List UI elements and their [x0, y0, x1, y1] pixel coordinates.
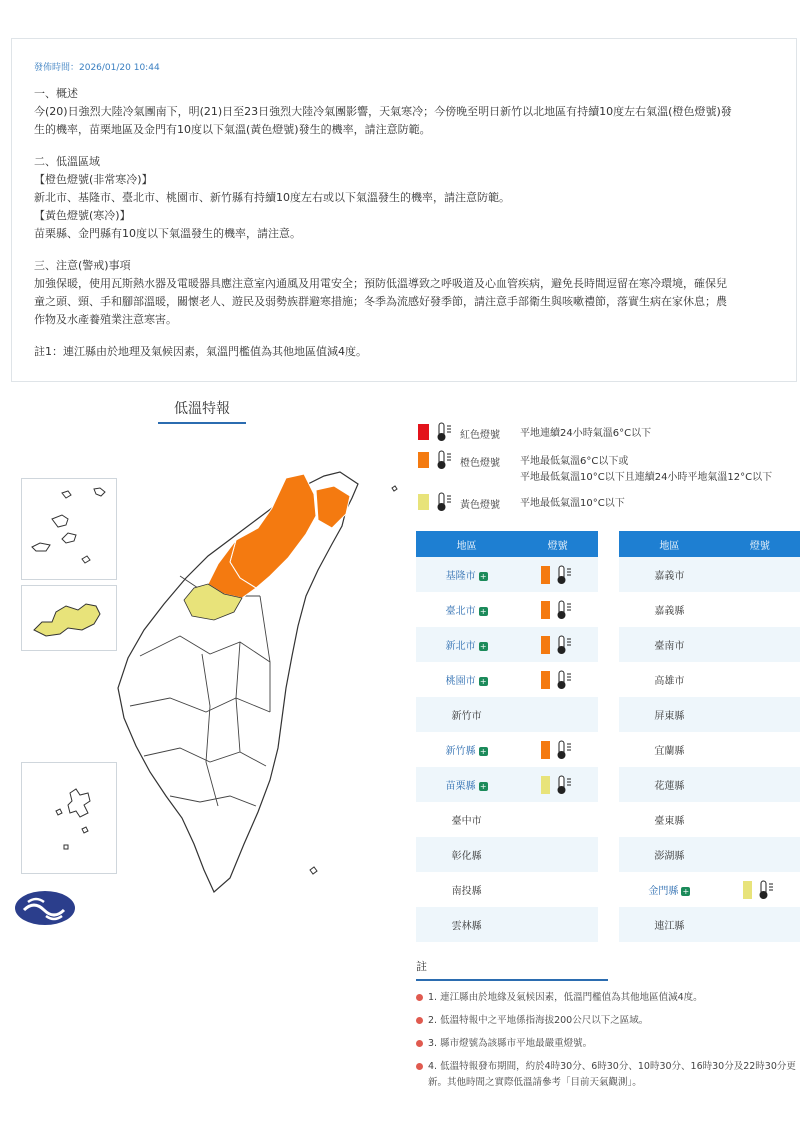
region-name[interactable]: 新北市 — [445, 641, 476, 652]
header-signal: 燈號 — [720, 531, 800, 557]
header-area: 地區 — [416, 531, 517, 557]
table-row — [416, 627, 598, 662]
region-name: 連江縣 — [654, 921, 685, 932]
notes-title: 註 — [416, 960, 427, 973]
orange-signal-heading: 【橙色燈號(非常寒冷)】 — [34, 173, 153, 186]
signal-cell — [720, 557, 800, 592]
map-title: 低溫特報 — [158, 398, 246, 424]
bullet-icon — [416, 994, 423, 1001]
table-row — [416, 697, 598, 732]
table-row — [619, 697, 800, 732]
signal-cell — [517, 907, 598, 942]
region-cell — [619, 557, 720, 592]
signal-cell — [720, 907, 800, 942]
signal-cell — [517, 697, 598, 732]
legend-red-name: 紅色燈號 — [460, 430, 500, 441]
thermometer-icon — [556, 635, 574, 655]
issue-time: 發佈時間：2026/01/20 10:44 — [34, 63, 160, 73]
orange-signal-swatch — [541, 741, 550, 759]
table-row — [619, 837, 800, 872]
region-name: 嘉義市 — [654, 571, 685, 582]
warning-notice-panel — [11, 38, 797, 382]
region-name: 雲林縣 — [451, 921, 482, 932]
signal-cell — [517, 837, 598, 872]
signal-cell — [517, 662, 598, 697]
yellow-signal-heading: 【黃色燈號(寒冷)】 — [34, 209, 131, 222]
table-row — [416, 837, 598, 872]
region-name[interactable]: 金門縣 — [648, 886, 679, 897]
inset-kinmen — [21, 585, 117, 651]
signal-cell — [720, 662, 800, 697]
signal-cell — [517, 732, 598, 767]
table-row — [416, 557, 598, 592]
region-cell — [619, 802, 720, 837]
note-text: 3. 縣市燈號為該縣市平地最嚴重燈號。 — [428, 1038, 593, 1049]
region-cell[interactable] — [416, 767, 517, 802]
yellow-signal-swatch — [743, 881, 752, 899]
thermometer-icon — [556, 740, 574, 760]
signal-cell — [517, 767, 598, 802]
section3-line3: 作物及水產養殖業注意寒害。 — [34, 313, 177, 326]
section1-line2: 生的機率，苗栗地區及金門有10度以下氣溫(黃色燈號)發生的機率，請注意防範。 — [34, 123, 431, 136]
orange-signal-text: 新北市、基隆市、臺北市、桃園市、新竹縣有持續10度左右或以下氣溫發生的機率，請注意防範。 — [34, 191, 510, 204]
notes-underline — [416, 979, 608, 981]
orange-signal-swatch — [541, 671, 550, 689]
region-cell[interactable] — [416, 732, 517, 767]
expand-plus-icon[interactable]: + — [479, 606, 487, 616]
section1-line1: 今(20)日強烈大陸冷氣團南下，明(21)日至23日強烈大陸冷氣團影響，天氣寒冷；今傍晚至明日新竹以北地區有持續10度左右氣溫(橙色燈號)發 — [34, 105, 732, 118]
thermometer-icon — [556, 565, 574, 585]
legend-orange-desc1: 平地最低氣溫6°C以下或 — [520, 456, 629, 467]
signal-cell — [517, 592, 598, 627]
thermometer-icon — [556, 775, 574, 795]
signal-cell — [517, 802, 598, 837]
table-row — [619, 802, 800, 837]
region-cell — [619, 767, 720, 802]
expand-plus-icon[interactable]: + — [479, 641, 487, 651]
legend-red-desc: 平地連續24小時氣溫6°C以下 — [520, 428, 652, 439]
region-name: 高雄市 — [654, 676, 685, 687]
thermometer-icon — [556, 600, 574, 620]
thermometer-icon — [758, 880, 776, 900]
region-cell[interactable] — [619, 872, 720, 907]
taiwan-map — [110, 466, 400, 896]
section1-title: 一、概述 — [34, 87, 78, 100]
table-row — [619, 907, 800, 942]
table-row — [619, 592, 800, 627]
section3-line1: 加強保暖，使用瓦斯熱水器及電暖器具應注意室內通風及用電安全；預防低溫導致之呼吸道及心血管疾病，避免長時間逗留在寒冷環境，確保兒 — [34, 277, 727, 290]
region-name: 彰化縣 — [451, 851, 482, 862]
expand-plus-icon[interactable]: + — [479, 571, 487, 581]
region-name: 新竹市 — [451, 711, 482, 722]
note-item — [416, 990, 800, 1006]
signal-cell — [720, 837, 800, 872]
legend-yellow-name: 黃色燈號 — [460, 500, 500, 511]
table-row — [619, 767, 800, 802]
region-cell — [619, 732, 720, 767]
note-text: 4. 低溫特報發布期間，約於4時30分、6時30分、10時30分、16時30分及22時30分更新。其他時間之實際低溫請參考「目前天氣觀測」。 — [428, 1061, 796, 1088]
region-table-left — [416, 531, 598, 942]
region-cell — [619, 697, 720, 732]
yellow-signal-text: 苗栗縣、金門縣有10度以下氣溫發生的機率，請注意。 — [34, 227, 301, 240]
region-cell[interactable] — [416, 557, 517, 592]
expand-plus-icon[interactable]: + — [479, 746, 487, 756]
header-area: 地區 — [619, 531, 720, 557]
region-name[interactable]: 苗栗縣 — [445, 781, 476, 792]
thermometer-icon — [436, 422, 454, 442]
signal-cell — [720, 697, 800, 732]
red-swatch — [418, 424, 429, 440]
yellow-signal-swatch — [541, 776, 550, 794]
table-row — [416, 662, 598, 697]
region-cell — [619, 662, 720, 697]
signal-cell — [720, 592, 800, 627]
table-row — [619, 627, 800, 662]
thermometer-icon — [556, 670, 574, 690]
expand-plus-icon[interactable]: + — [682, 886, 690, 896]
region-name: 臺東縣 — [654, 816, 685, 827]
orange-signal-swatch — [541, 566, 550, 584]
region-name[interactable]: 新竹縣 — [445, 746, 476, 757]
note-item — [416, 1059, 800, 1091]
region-cell — [619, 627, 720, 662]
legend-yellow-desc: 平地最低氣溫10°C以下 — [520, 498, 625, 509]
note-item — [416, 1013, 800, 1029]
inset-penghu — [21, 762, 117, 874]
region-cell — [619, 837, 720, 872]
legend-orange-name: 橙色燈號 — [460, 458, 500, 469]
orange-signal-swatch — [541, 636, 550, 654]
region-cell[interactable] — [416, 592, 517, 627]
section3-line2: 童之頭、頸、手和腳部溫暖，關懷老人、遊民及弱勢族群避寒措施；冬季為流感好發季節，請注意手部衛生與咳嗽禮節，落實生病在家休息；農 — [34, 295, 727, 308]
footnote: 註1：連江縣由於地理及氣候因素，氣溫門檻值為其他地區值減4度。 — [34, 345, 367, 358]
thermometer-icon — [436, 450, 454, 470]
legend-orange-desc — [520, 454, 772, 486]
signal-cell — [517, 627, 598, 662]
header-signal: 燈號 — [517, 531, 598, 557]
region-table-right — [619, 531, 800, 942]
cwa-logo-icon — [14, 890, 76, 926]
section3-title: 三、注意(警戒)事項 — [34, 259, 131, 272]
signal-cell — [517, 557, 598, 592]
signal-cell — [720, 802, 800, 837]
region-cell[interactable] — [416, 662, 517, 697]
table-row — [619, 557, 800, 592]
region-cell — [619, 907, 720, 942]
region-name: 臺中市 — [451, 816, 482, 827]
bullet-icon — [416, 1040, 423, 1047]
region-name: 屏東縣 — [654, 711, 685, 722]
orange-signal-swatch — [541, 601, 550, 619]
region-name: 南投縣 — [451, 886, 482, 897]
table-row — [416, 767, 598, 802]
bullet-icon — [416, 1063, 423, 1070]
signal-cell — [517, 872, 598, 907]
table-row — [619, 872, 800, 907]
region-name: 臺南市 — [654, 641, 685, 652]
orange-swatch — [418, 452, 429, 468]
table-row — [416, 907, 598, 942]
expand-plus-icon[interactable]: + — [479, 781, 487, 791]
region-cell — [619, 592, 720, 627]
table-row — [619, 732, 800, 767]
region-cell — [416, 802, 517, 837]
signal-cell — [720, 872, 800, 907]
note-text: 2. 低溫特報中之平地係指海拔200公尺以下之區域。 — [428, 1015, 649, 1026]
yellow-swatch — [418, 494, 429, 510]
region-name[interactable]: 桃園市 — [445, 676, 476, 687]
table-row — [619, 662, 800, 697]
region-name: 花蓮縣 — [654, 781, 685, 792]
region-name[interactable]: 基隆市 — [445, 571, 476, 582]
signal-cell — [720, 627, 800, 662]
bullet-icon — [416, 1017, 423, 1024]
table-row — [416, 872, 598, 907]
signal-cell — [720, 732, 800, 767]
thermometer-icon — [436, 492, 454, 512]
region-cell — [416, 907, 517, 942]
signal-cell — [720, 767, 800, 802]
table-row — [416, 732, 598, 767]
region-cell[interactable] — [416, 627, 517, 662]
table-row — [416, 592, 598, 627]
region-cell — [416, 872, 517, 907]
region-name: 澎湖縣 — [654, 851, 685, 862]
expand-plus-icon[interactable]: + — [479, 676, 487, 686]
section2-title: 二、低溫區域 — [34, 155, 100, 168]
table-row — [416, 802, 598, 837]
notes-list — [416, 990, 800, 1098]
legend-orange-desc2: 平地最低氣溫10°C以下且連續24小時平地氣溫12°C以下 — [520, 472, 773, 483]
note-item — [416, 1036, 800, 1052]
region-name[interactable]: 臺北市 — [445, 606, 476, 617]
region-name: 宜蘭縣 — [654, 746, 685, 757]
inset-mazu — [21, 478, 117, 580]
region-cell — [416, 837, 517, 872]
note-text: 1. 連江縣由於地緣及氣候因素，低溫門檻值為其他地區值減4度。 — [428, 992, 703, 1003]
region-cell — [416, 697, 517, 732]
region-name: 嘉義縣 — [654, 606, 685, 617]
